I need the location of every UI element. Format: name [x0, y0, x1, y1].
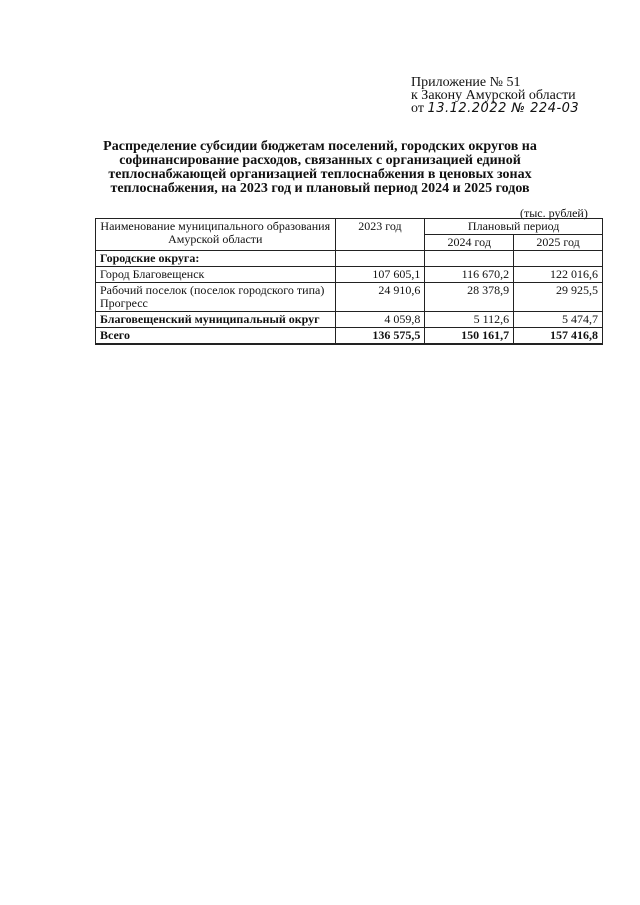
appendix-date-prefix: от: [411, 101, 424, 116]
appendix-number: Приложение № 51: [411, 75, 521, 90]
row-2025: 29 925,5: [514, 283, 603, 312]
handwritten-date-number: 13.12.2022 № 224-03: [427, 101, 580, 116]
total-name: Всего: [96, 328, 336, 345]
row-2023: 24 910,6: [335, 283, 425, 312]
empty-cell: [335, 251, 425, 267]
header-2024: 2024 год: [425, 235, 514, 251]
table-row: [96, 312, 603, 328]
header-2023: 2023 год: [335, 219, 425, 251]
table-header-row: [96, 219, 603, 235]
row-2023: 4 059,8: [335, 312, 425, 328]
appendix-block: [411, 76, 579, 115]
total-2023: 136 575,5: [335, 328, 425, 345]
document-title: Распределение субсидии бюджетам поселений, городских округов на софинансирование расходов, связанных с организацией единой теплоснабжающей организацией теплоснабжения в ценовых зонах теплоснабжения, на 2023 год и плановый период 2024 и 2025 годов: [103, 139, 537, 196]
section-title: Городские округа:: [96, 251, 336, 267]
subsidy-table: [95, 218, 603, 345]
header-name: Наименование муниципального образования Амурской области: [96, 219, 336, 251]
row-2023: 107 605,1: [335, 267, 425, 283]
total-2025: 157 416,8: [514, 328, 603, 345]
header-planned-period: Плановый период: [425, 219, 603, 235]
units-label: (тыс. рублей): [520, 206, 588, 220]
row-name: Город Благовещенск: [96, 267, 336, 283]
row-2024: 116 670,2: [425, 267, 514, 283]
table-row: [96, 283, 603, 312]
empty-cell: [425, 251, 514, 267]
appendix-date: [411, 102, 579, 115]
row-2025: 122 016,6: [514, 267, 603, 283]
section-row: [96, 251, 603, 267]
total-row: [96, 328, 603, 345]
row-name: Рабочий поселок (поселок городского типа) Прогресс: [96, 283, 336, 312]
row-2024: 28 378,9: [425, 283, 514, 312]
row-2024: 5 112,6: [425, 312, 514, 328]
row-name: Благовещенский муниципальный округ: [96, 312, 336, 328]
header-2025: 2025 год: [514, 235, 603, 251]
appendix-law: к Закону Амурской области: [411, 88, 576, 103]
total-2024: 150 161,7: [425, 328, 514, 345]
row-2025: 5 474,7: [514, 312, 603, 328]
empty-cell: [514, 251, 603, 267]
table-row: [96, 267, 603, 283]
